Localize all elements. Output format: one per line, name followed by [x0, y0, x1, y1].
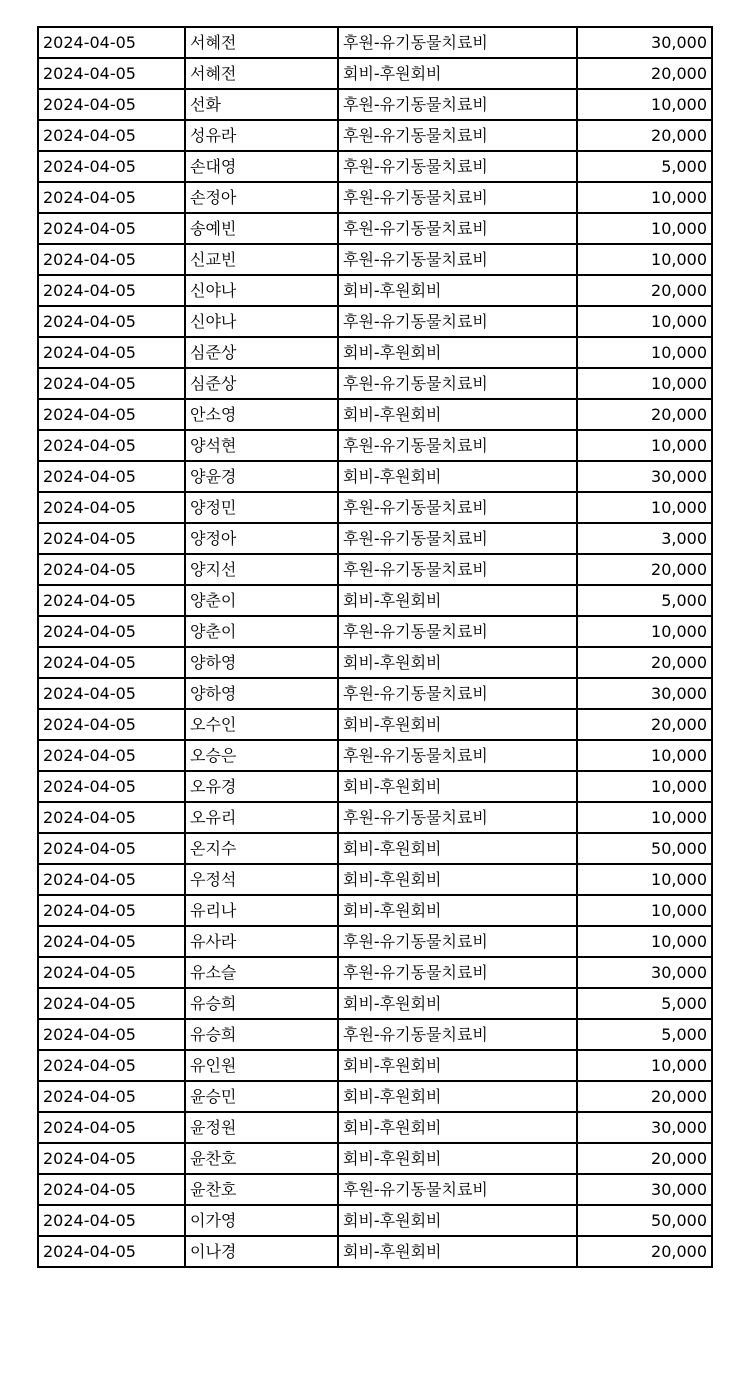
amount-cell: 50,000	[577, 833, 712, 864]
donor-name-cell: 서혜전	[185, 27, 338, 58]
date-cell: 2024-04-05	[38, 120, 185, 151]
table-row	[38, 802, 712, 833]
donor-name-cell: 오수인	[185, 709, 338, 740]
date-cell: 2024-04-05	[38, 1019, 185, 1050]
table-row	[38, 1081, 712, 1112]
table-row	[38, 430, 712, 461]
date-cell: 2024-04-05	[38, 616, 185, 647]
table-row	[38, 833, 712, 864]
date-cell: 2024-04-05	[38, 461, 185, 492]
category-cell: 회비-후원회비	[338, 1143, 577, 1174]
table-row	[38, 120, 712, 151]
date-cell: 2024-04-05	[38, 337, 185, 368]
amount-cell: 3,000	[577, 523, 712, 554]
category-cell: 회비-후원회비	[338, 1236, 577, 1267]
date-cell: 2024-04-05	[38, 523, 185, 554]
donor-name-cell: 심준상	[185, 368, 338, 399]
table-row	[38, 461, 712, 492]
table-row	[38, 1236, 712, 1267]
category-cell: 후원-유기동물치료비	[338, 213, 577, 244]
amount-cell: 10,000	[577, 771, 712, 802]
category-cell: 후원-유기동물치료비	[338, 244, 577, 275]
amount-cell: 20,000	[577, 275, 712, 306]
amount-cell: 10,000	[577, 89, 712, 120]
date-cell: 2024-04-05	[38, 585, 185, 616]
date-cell: 2024-04-05	[38, 988, 185, 1019]
category-cell: 회비-후원회비	[338, 771, 577, 802]
donor-name-cell: 오유경	[185, 771, 338, 802]
amount-cell: 30,000	[577, 1112, 712, 1143]
amount-cell: 5,000	[577, 988, 712, 1019]
table-row	[38, 244, 712, 275]
donor-name-cell: 안소영	[185, 399, 338, 430]
table-row	[38, 89, 712, 120]
amount-cell: 30,000	[577, 957, 712, 988]
date-cell: 2024-04-05	[38, 151, 185, 182]
amount-cell: 30,000	[577, 461, 712, 492]
amount-cell: 10,000	[577, 244, 712, 275]
category-cell: 후원-유기동물치료비	[338, 523, 577, 554]
ledger-body	[38, 27, 712, 1267]
amount-cell: 20,000	[577, 399, 712, 430]
donor-name-cell: 손정아	[185, 182, 338, 213]
table-row	[38, 647, 712, 678]
date-cell: 2024-04-05	[38, 275, 185, 306]
date-cell: 2024-04-05	[38, 182, 185, 213]
category-cell: 후원-유기동물치료비	[338, 27, 577, 58]
amount-cell: 10,000	[577, 368, 712, 399]
donor-name-cell: 양정민	[185, 492, 338, 523]
donor-name-cell: 양지선	[185, 554, 338, 585]
amount-cell: 10,000	[577, 213, 712, 244]
amount-cell: 10,000	[577, 616, 712, 647]
amount-cell: 10,000	[577, 337, 712, 368]
donor-name-cell: 양하영	[185, 647, 338, 678]
category-cell: 회비-후원회비	[338, 399, 577, 430]
amount-cell: 20,000	[577, 709, 712, 740]
category-cell: 후원-유기동물치료비	[338, 368, 577, 399]
date-cell: 2024-04-05	[38, 771, 185, 802]
category-cell: 회비-후원회비	[338, 1050, 577, 1081]
date-cell: 2024-04-05	[38, 492, 185, 523]
table-row	[38, 399, 712, 430]
donor-name-cell: 양하영	[185, 678, 338, 709]
amount-cell: 10,000	[577, 306, 712, 337]
table-row	[38, 492, 712, 523]
category-cell: 회비-후원회비	[338, 337, 577, 368]
amount-cell: 30,000	[577, 678, 712, 709]
donation-ledger-table	[37, 26, 713, 1268]
amount-cell: 30,000	[577, 27, 712, 58]
table-row	[38, 709, 712, 740]
amount-cell: 10,000	[577, 740, 712, 771]
amount-cell: 20,000	[577, 120, 712, 151]
donor-name-cell: 신교빈	[185, 244, 338, 275]
date-cell: 2024-04-05	[38, 430, 185, 461]
category-cell: 회비-후원회비	[338, 864, 577, 895]
date-cell: 2024-04-05	[38, 58, 185, 89]
category-cell: 후원-유기동물치료비	[338, 182, 577, 213]
donor-name-cell: 양춘이	[185, 585, 338, 616]
date-cell: 2024-04-05	[38, 1081, 185, 1112]
donor-name-cell: 손대영	[185, 151, 338, 182]
date-cell: 2024-04-05	[38, 678, 185, 709]
table-row	[38, 864, 712, 895]
donor-name-cell: 윤찬호	[185, 1174, 338, 1205]
amount-cell: 20,000	[577, 554, 712, 585]
date-cell: 2024-04-05	[38, 833, 185, 864]
donor-name-cell: 양윤경	[185, 461, 338, 492]
donor-name-cell: 신야나	[185, 306, 338, 337]
table-row	[38, 957, 712, 988]
donor-name-cell: 이가영	[185, 1205, 338, 1236]
table-row	[38, 1112, 712, 1143]
date-cell: 2024-04-05	[38, 27, 185, 58]
amount-cell: 10,000	[577, 926, 712, 957]
table-row	[38, 368, 712, 399]
amount-cell: 10,000	[577, 864, 712, 895]
category-cell: 회비-후원회비	[338, 833, 577, 864]
donor-name-cell: 양춘이	[185, 616, 338, 647]
table-row	[38, 1174, 712, 1205]
category-cell: 회비-후원회비	[338, 1081, 577, 1112]
table-row	[38, 988, 712, 1019]
category-cell: 후원-유기동물치료비	[338, 926, 577, 957]
amount-cell: 10,000	[577, 430, 712, 461]
category-cell: 회비-후원회비	[338, 58, 577, 89]
donor-name-cell: 유소슬	[185, 957, 338, 988]
date-cell: 2024-04-05	[38, 244, 185, 275]
table-row	[38, 771, 712, 802]
category-cell: 후원-유기동물치료비	[338, 616, 577, 647]
donor-name-cell: 유승희	[185, 1019, 338, 1050]
category-cell: 후원-유기동물치료비	[338, 89, 577, 120]
table-row	[38, 58, 712, 89]
table-row	[38, 337, 712, 368]
amount-cell: 10,000	[577, 182, 712, 213]
date-cell: 2024-04-05	[38, 306, 185, 337]
date-cell: 2024-04-05	[38, 864, 185, 895]
date-cell: 2024-04-05	[38, 895, 185, 926]
donor-name-cell: 신야나	[185, 275, 338, 306]
amount-cell: 5,000	[577, 1019, 712, 1050]
date-cell: 2024-04-05	[38, 647, 185, 678]
donor-name-cell: 윤정원	[185, 1112, 338, 1143]
donor-name-cell: 심준상	[185, 337, 338, 368]
table-row	[38, 151, 712, 182]
category-cell: 후원-유기동물치료비	[338, 492, 577, 523]
donor-name-cell: 선화	[185, 89, 338, 120]
category-cell: 후원-유기동물치료비	[338, 678, 577, 709]
date-cell: 2024-04-05	[38, 1174, 185, 1205]
category-cell: 후원-유기동물치료비	[338, 1174, 577, 1205]
date-cell: 2024-04-05	[38, 1112, 185, 1143]
amount-cell: 10,000	[577, 802, 712, 833]
category-cell: 회비-후원회비	[338, 275, 577, 306]
table-row	[38, 926, 712, 957]
date-cell: 2024-04-05	[38, 1050, 185, 1081]
donor-name-cell: 온지수	[185, 833, 338, 864]
donor-name-cell: 이나경	[185, 1236, 338, 1267]
table-row	[38, 306, 712, 337]
table-row	[38, 1143, 712, 1174]
amount-cell: 5,000	[577, 585, 712, 616]
donor-name-cell: 윤승민	[185, 1081, 338, 1112]
amount-cell: 20,000	[577, 1081, 712, 1112]
amount-cell: 20,000	[577, 1143, 712, 1174]
date-cell: 2024-04-05	[38, 89, 185, 120]
table-row	[38, 275, 712, 306]
category-cell: 후원-유기동물치료비	[338, 430, 577, 461]
amount-cell: 20,000	[577, 647, 712, 678]
table-row	[38, 1019, 712, 1050]
donor-name-cell: 양정아	[185, 523, 338, 554]
table-row	[38, 895, 712, 926]
table-row	[38, 554, 712, 585]
amount-cell: 5,000	[577, 151, 712, 182]
donor-name-cell: 양석현	[185, 430, 338, 461]
donor-name-cell: 성유라	[185, 120, 338, 151]
donor-name-cell: 유리나	[185, 895, 338, 926]
table-row	[38, 616, 712, 647]
category-cell: 회비-후원회비	[338, 988, 577, 1019]
donor-name-cell: 윤찬호	[185, 1143, 338, 1174]
donor-name-cell: 우정석	[185, 864, 338, 895]
category-cell: 후원-유기동물치료비	[338, 554, 577, 585]
donor-name-cell: 오유리	[185, 802, 338, 833]
table-row	[38, 740, 712, 771]
date-cell: 2024-04-05	[38, 1143, 185, 1174]
table-row	[38, 523, 712, 554]
date-cell: 2024-04-05	[38, 1205, 185, 1236]
amount-cell: 30,000	[577, 1174, 712, 1205]
amount-cell: 20,000	[577, 58, 712, 89]
date-cell: 2024-04-05	[38, 709, 185, 740]
donor-name-cell: 유사라	[185, 926, 338, 957]
date-cell: 2024-04-05	[38, 740, 185, 771]
table-row	[38, 213, 712, 244]
date-cell: 2024-04-05	[38, 554, 185, 585]
date-cell: 2024-04-05	[38, 1236, 185, 1267]
amount-cell: 50,000	[577, 1205, 712, 1236]
category-cell: 후원-유기동물치료비	[338, 151, 577, 182]
category-cell: 후원-유기동물치료비	[338, 957, 577, 988]
amount-cell: 10,000	[577, 492, 712, 523]
date-cell: 2024-04-05	[38, 926, 185, 957]
date-cell: 2024-04-05	[38, 399, 185, 430]
category-cell: 후원-유기동물치료비	[338, 1019, 577, 1050]
table-row	[38, 27, 712, 58]
category-cell: 회비-후원회비	[338, 585, 577, 616]
category-cell: 회비-후원회비	[338, 895, 577, 926]
category-cell: 회비-후원회비	[338, 647, 577, 678]
category-cell: 회비-후원회비	[338, 1112, 577, 1143]
table-row	[38, 1205, 712, 1236]
category-cell: 후원-유기동물치료비	[338, 802, 577, 833]
table-row	[38, 678, 712, 709]
date-cell: 2024-04-05	[38, 802, 185, 833]
date-cell: 2024-04-05	[38, 957, 185, 988]
date-cell: 2024-04-05	[38, 368, 185, 399]
donor-name-cell: 유인원	[185, 1050, 338, 1081]
date-cell: 2024-04-05	[38, 213, 185, 244]
category-cell: 회비-후원회비	[338, 709, 577, 740]
amount-cell: 10,000	[577, 895, 712, 926]
category-cell: 후원-유기동물치료비	[338, 306, 577, 337]
amount-cell: 10,000	[577, 1050, 712, 1081]
category-cell: 후원-유기동물치료비	[338, 740, 577, 771]
table-row	[38, 1050, 712, 1081]
amount-cell: 20,000	[577, 1236, 712, 1267]
category-cell: 회비-후원회비	[338, 1205, 577, 1236]
table-row	[38, 182, 712, 213]
donor-name-cell: 오승은	[185, 740, 338, 771]
category-cell: 회비-후원회비	[338, 461, 577, 492]
donor-name-cell: 서혜전	[185, 58, 338, 89]
donor-name-cell: 유승희	[185, 988, 338, 1019]
donor-name-cell: 송예빈	[185, 213, 338, 244]
category-cell: 후원-유기동물치료비	[338, 120, 577, 151]
table-row	[38, 585, 712, 616]
